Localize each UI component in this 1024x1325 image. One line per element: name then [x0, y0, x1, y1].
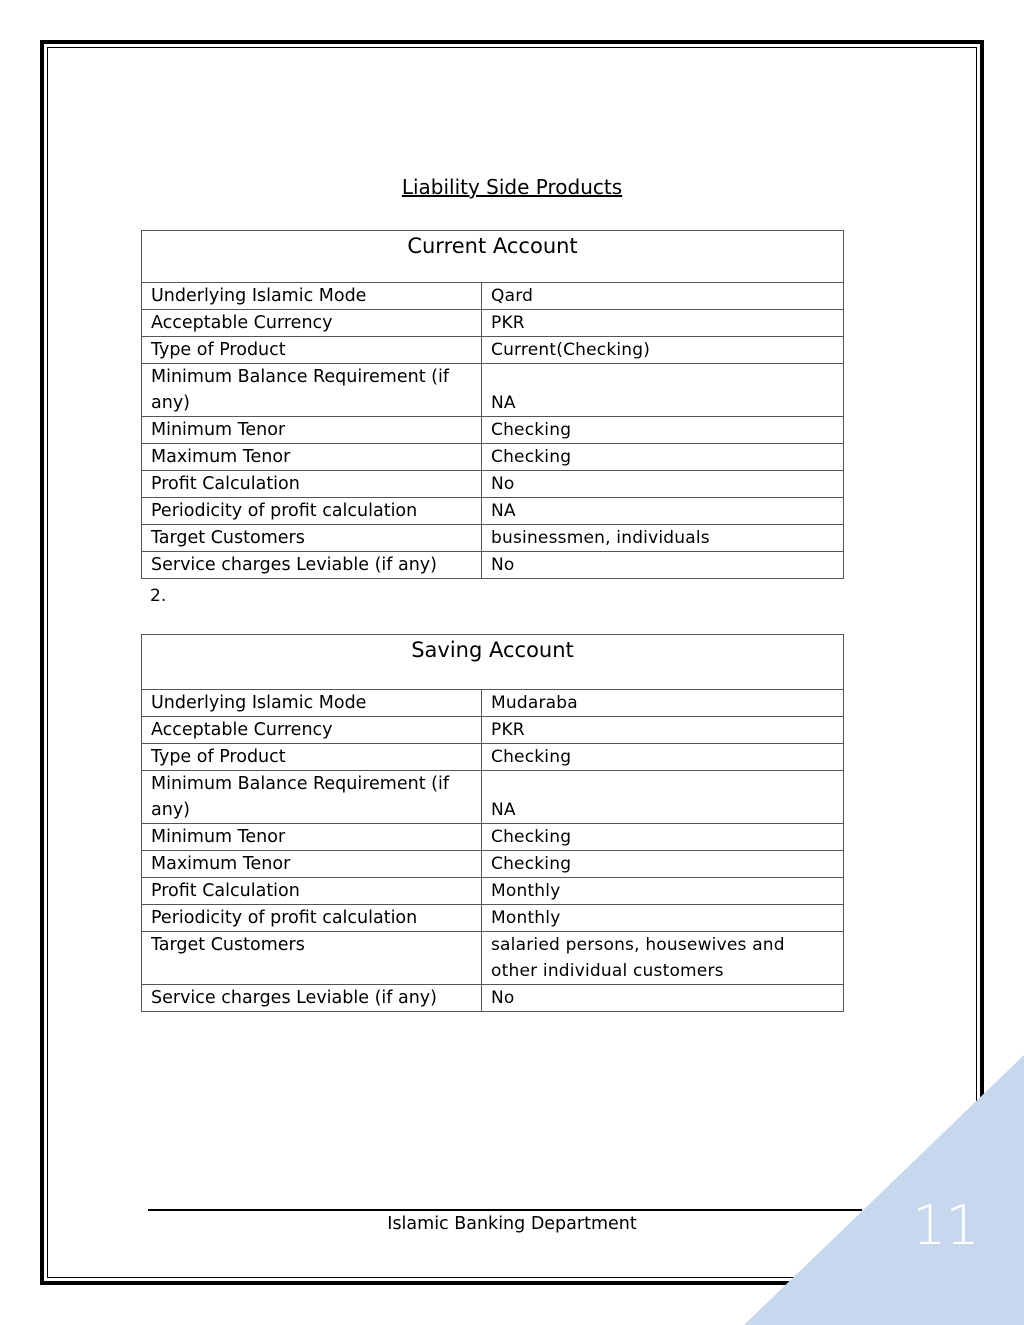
table-row: [142, 364, 844, 417]
row-label: Periodicity of profit calculation: [142, 905, 482, 932]
row-value: PKR: [482, 717, 844, 744]
list-number: 2.: [150, 586, 167, 606]
table-row: [142, 932, 844, 985]
row-value: Mudaraba: [482, 690, 844, 717]
saving-account-table: [141, 634, 844, 1012]
row-value: salaried persons, housewives and other individual customers: [482, 932, 844, 985]
table-row: [142, 851, 844, 878]
row-value: Qard: [482, 283, 844, 310]
row-value: Current(Checking): [482, 337, 844, 364]
table-row: [142, 824, 844, 851]
table-heading-row: [142, 635, 844, 690]
row-value: No: [482, 471, 844, 498]
table-row: [142, 878, 844, 905]
table-row: [142, 552, 844, 579]
row-value: Checking: [482, 744, 844, 771]
table-heading: Current Account: [142, 231, 844, 283]
row-value: businessmen, individuals: [482, 525, 844, 552]
row-label: Underlying Islamic Mode: [142, 690, 482, 717]
table-row: [142, 905, 844, 932]
table-row: [142, 690, 844, 717]
footer-department: Islamic Banking Department: [387, 1214, 637, 1234]
table-row: [142, 985, 844, 1012]
table-row: [142, 337, 844, 364]
row-label: Type of Product: [142, 337, 482, 364]
row-value: NA: [482, 498, 844, 525]
row-label: Minimum Balance Requirement (if any): [142, 771, 482, 824]
table-row: [142, 471, 844, 498]
row-value: PKR: [482, 310, 844, 337]
row-label: Profit Calculation: [142, 471, 482, 498]
row-label: Type of Product: [142, 744, 482, 771]
row-label: Service charges Leviable (if any): [142, 985, 482, 1012]
row-label: Maximum Tenor: [142, 851, 482, 878]
row-label: Minimum Balance Requirement (if any): [142, 364, 482, 417]
row-value: NA: [482, 771, 844, 824]
corner-decoration: [744, 1055, 1024, 1325]
table-heading: Saving Account: [142, 635, 844, 690]
row-label: Target Customers: [142, 525, 482, 552]
table-row: [142, 444, 844, 471]
row-label: Periodicity of profit calculation: [142, 498, 482, 525]
table-row: [142, 283, 844, 310]
row-label: Underlying Islamic Mode: [142, 283, 482, 310]
row-value: NA: [482, 364, 844, 417]
table-row: [142, 417, 844, 444]
corner-triangle-shape: [744, 1055, 1024, 1325]
page-title: Liability Side Products: [401, 175, 623, 199]
row-label: Target Customers: [142, 932, 482, 985]
row-label: Maximum Tenor: [142, 444, 482, 471]
table-row: [142, 717, 844, 744]
footer-divider: [148, 1209, 862, 1211]
row-label: Minimum Tenor: [142, 417, 482, 444]
row-value: Checking: [482, 444, 844, 471]
row-value: No: [482, 985, 844, 1012]
page-number: 11: [912, 1194, 979, 1257]
table-row: [142, 744, 844, 771]
row-value: Checking: [482, 417, 844, 444]
row-label: Minimum Tenor: [142, 824, 482, 851]
table-heading-row: [142, 231, 844, 283]
row-value: Monthly: [482, 878, 844, 905]
table-row: [142, 310, 844, 337]
row-label: Acceptable Currency: [142, 717, 482, 744]
row-value: Checking: [482, 851, 844, 878]
table-row: [142, 771, 844, 824]
row-label: Acceptable Currency: [142, 310, 482, 337]
row-value: No: [482, 552, 844, 579]
row-label: Service charges Leviable (if any): [142, 552, 482, 579]
row-label: Profit Calculation: [142, 878, 482, 905]
table-row: [142, 525, 844, 552]
table-row: [142, 498, 844, 525]
current-account-table: [141, 230, 844, 579]
row-value: Checking: [482, 824, 844, 851]
row-value: Monthly: [482, 905, 844, 932]
